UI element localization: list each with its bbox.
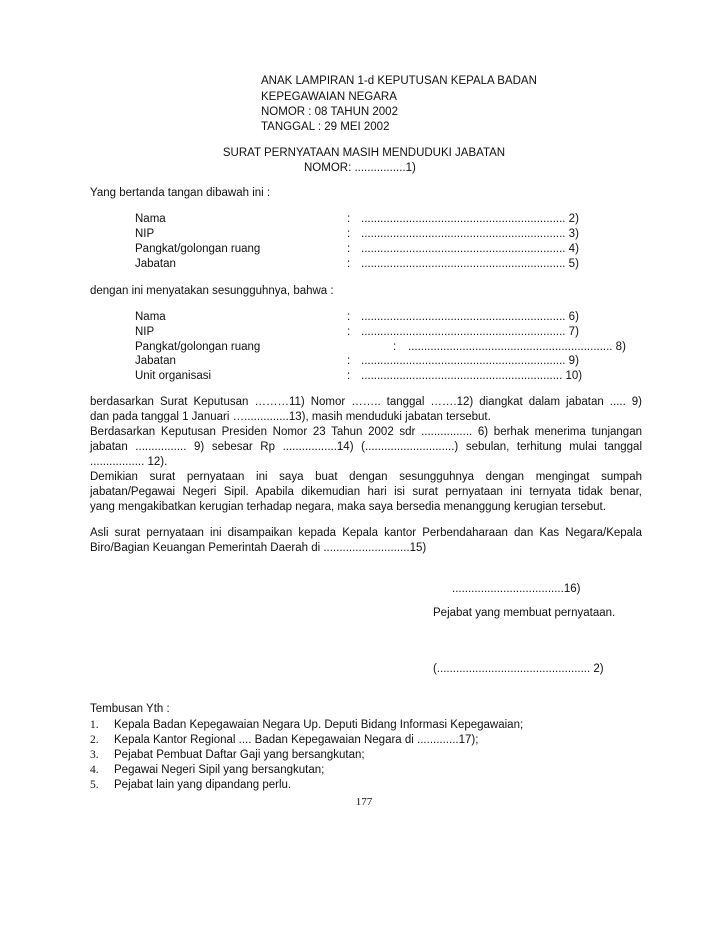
body-line: jabatan/Pegawai Negeri Sipil. Apabila dikemudian hari isi surat pernyataan ini ternyata tidak benar, — [90, 486, 642, 498]
field-colon: : — [347, 326, 351, 338]
list-number: 3. — [90, 749, 99, 761]
header-line-4: TANGGAL : 29 MEI 2002 — [261, 121, 390, 133]
list-item — [90, 734, 642, 746]
field-colon: : — [347, 311, 351, 323]
field-colon: : — [393, 341, 397, 353]
body-line: Berdasarkan Keputusan Presiden Nomor 23 Tahun 2002 sdr ................ 6) berhak menerima tunjangan — [90, 426, 642, 438]
header-line-3: NOMOR : 08 TAHUN 2002 — [261, 106, 398, 118]
list-number: 4. — [90, 764, 99, 776]
field-value: ................................................................ 3) — [361, 228, 579, 240]
list-number: 1. — [90, 719, 99, 731]
field-colon: : — [347, 370, 351, 382]
field-label: Jabatan — [135, 258, 176, 270]
field-label: Pangkat/golongan ruang — [135, 243, 261, 255]
list-item — [90, 779, 642, 791]
signature-role: Pejabat yang membuat pernyataan. — [433, 607, 616, 619]
list-item — [90, 719, 642, 731]
closing-line: Biro/Bagian Keuangan Pemerintah Daerah di ...........................15) — [90, 542, 427, 554]
field-value: ................................................................ 5) — [361, 258, 579, 270]
field-value: ................................................................ 9) — [361, 355, 579, 367]
header-line-1: ANAK LAMPIRAN 1-d KEPUTUSAN KEPALA BADAN — [261, 75, 537, 87]
list-text: Kepala Badan Kepegawaian Negara Up. Deputi Bidang Informasi Kepegawaian; — [114, 719, 524, 731]
intro-text: Yang bertanda tangan dibawah ini : — [90, 187, 271, 199]
list-text: Pegawai Negeri Sipil yang bersangkutan; — [114, 764, 325, 776]
list-text: Pejabat lain yang dipandang perlu. — [114, 779, 292, 791]
field-colon: : — [347, 243, 351, 255]
body-line: Demikian surat pernyataan ini saya buat dengan sesungguhnya dengan mengingat sumpah — [90, 471, 642, 483]
document-number: NOMOR: ................1) — [304, 162, 416, 174]
body-line: yang mengakibatkan kerugian terhadap negara, maka saya bersedia menanggung kerugian tersebut. — [90, 501, 606, 513]
closing-line: Asli surat pernyataan ini disampaikan kepada Kepala kantor Perbendaharaan dan Kas Negara/Kepala — [90, 527, 642, 539]
body-line: berdasarkan Surat Keputusan ………11) Nomor …….. tanggal …….12) diangkat dalam jabatan ..... 9) — [90, 396, 642, 408]
cc-title: Tembusan Yth : — [90, 703, 170, 715]
document-title: SURAT PERNYATAAN MASIH MENDUDUKI JABATAN — [222, 147, 506, 159]
list-text: Pejabat Pembuat Daftar Gaji yang bersangkutan; — [114, 749, 365, 761]
field-colon: : — [347, 355, 351, 367]
list-number: 5. — [90, 779, 99, 791]
field-value: ............................................................... 10) — [361, 370, 583, 382]
field-label: NIP — [135, 228, 155, 240]
field-value: ................................................................ 8) — [408, 341, 626, 353]
field-label: Nama — [135, 311, 166, 323]
field-label: Unit organisasi — [135, 370, 212, 382]
field-label: NIP — [135, 326, 155, 338]
field-value: ................................................................ 6) — [361, 311, 579, 323]
body-line: jabatan ................ 9) sebesar Rp .................14) (............................) sebulan, terhitung mulai tanggal — [90, 441, 642, 453]
list-text: Kepala Kantor Regional .... Badan Kepegawaian Negara di .............17); — [114, 734, 479, 746]
field-colon: : — [347, 213, 351, 225]
list-item — [90, 764, 642, 776]
declaration-text: dengan ini menyatakan sesungguhnya, bahwa : — [90, 285, 334, 297]
field-label: Pangkat/golongan ruang — [135, 341, 261, 353]
field-label: Jabatan — [135, 355, 176, 367]
body-line: ................. 12). — [90, 456, 168, 468]
signature-place-date: ...................................16) — [452, 583, 581, 595]
list-item — [90, 749, 642, 761]
field-label: Nama — [135, 213, 166, 225]
signature-name: (................................................ 2) — [433, 663, 604, 675]
field-value: ................................................................ 2) — [361, 213, 579, 225]
header-line-2: KEPEGAWAIAN NEGARA — [261, 91, 397, 103]
body-line: dan pada tanggal 1 Januari …..............13), masih menduduki jabatan tersebut. — [90, 411, 491, 423]
field-colon: : — [347, 258, 351, 270]
field-value: ................................................................ 7) — [361, 326, 579, 338]
field-colon: : — [347, 228, 351, 240]
field-value: ................................................................ 4) — [361, 243, 579, 255]
list-number: 2. — [90, 734, 99, 746]
page-number: 177 — [355, 796, 373, 808]
